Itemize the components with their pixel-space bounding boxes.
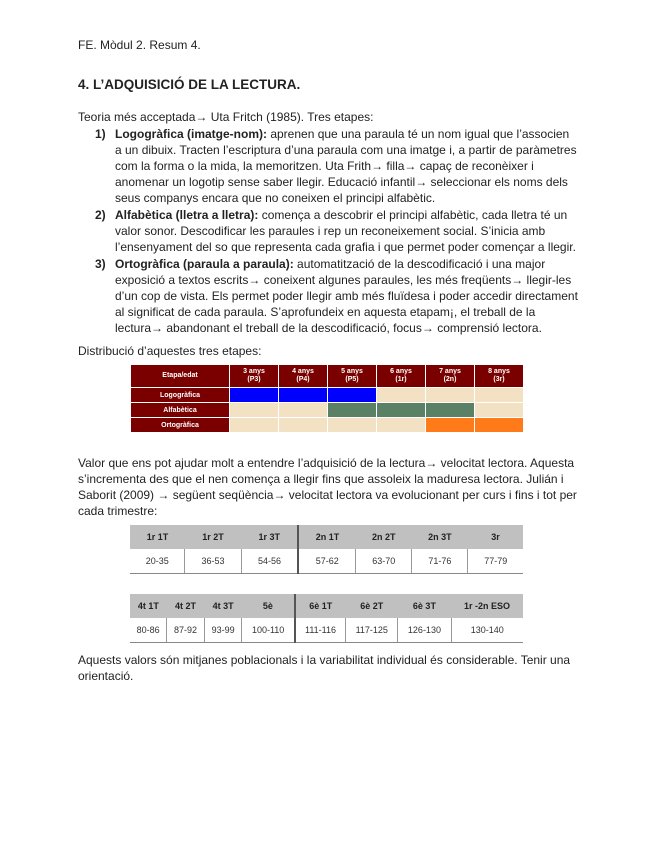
- stage-number: 3): [95, 257, 106, 271]
- stage-number: 1): [95, 127, 106, 141]
- course-label: (P4): [296, 376, 310, 383]
- stage-name: Alfabètica (lletra a lletra):: [115, 208, 259, 222]
- speed-header: 6è 1T: [295, 594, 346, 618]
- stage-cell-orange: [426, 418, 474, 432]
- age-label: 6 anys: [390, 368, 412, 375]
- stage-cell-beige: [377, 418, 425, 432]
- course-label: (P5): [345, 376, 359, 383]
- stage-description: comença a descobrir el principi alfabètic, cada lletra té un valor sonor. Descodificar les paraules i rep un reconeixement social. S’inicia amb l’ensenyament del so que representa cada grafia i que permet poder començar a llegir.: [115, 208, 576, 254]
- speed-header: 5è: [242, 594, 295, 618]
- speed-header: 6è 3T: [398, 594, 451, 618]
- speed-value: 87-92: [167, 618, 205, 642]
- speed-header: 1r 3T: [241, 525, 298, 549]
- final-paragraph: Aquests valors són mitjanes poblacionals i la variabilitat individual és considerable. Tenir una orientació.: [78, 653, 571, 683]
- velocity-paragraph: Valor que ens pot ajudar molt a entendre l’adquisició de la lectura→ velocitat lectora. Aquesta s’incrementa des que el nen comença a llegir fins que assoleix la maduresa lectora. Julián i Saborit (2009) → següent seqüència→ velocitat lectora va evolucionant per curs i fins i tot per cada trimestre:: [78, 456, 577, 518]
- speed-header: 2n 2T: [356, 525, 412, 549]
- stage-cell-beige: [426, 388, 474, 402]
- stage-cell-beige: [230, 403, 278, 417]
- stage-item: [78, 207, 578, 255]
- speed-header: 2n 3T: [412, 525, 468, 549]
- speed-value: 117-125: [346, 618, 398, 642]
- stages-table: [130, 364, 524, 433]
- distribution-label: Distribució d’aquestes tres etapes:: [78, 344, 262, 358]
- stage-description: aprenen que una paraula té un nom igual que l’associen a un dibuix. Tracten l’escriptura d’una paraula com una imatge i, a partir de paràmetres com la forma o la mida, la memoritzen. Uta Frith→ filla→ capaç de reconèixer i anomenar un logotip sense saber llegir. Educació infantil→ seleccionar els noms dels seus companys encara que no coneixen el principi alfabètic.: [115, 127, 577, 205]
- stage-row-label: Alfabètica: [131, 403, 229, 417]
- stage-description: automatització de la descodificació i una major exposició a textos escrits→ coneixent algunes paraules, les més freqüents→ llegir-les d’un cop de vista. Els permet poder llegir amb més fluïdesa i poder accedir directament al significat de cada paraula. S’aprofundeix en aquesta etapam¡, el treball de la lectura→ abandonant el treball de la descodificació, focus→ comprensió lectora.: [115, 257, 578, 335]
- speed-value: 126-130: [398, 618, 451, 642]
- stage-row-label: Ortogràfica: [131, 418, 229, 432]
- speed-header: 1r -2n ESO: [451, 594, 523, 618]
- speed-value: 71-76: [412, 549, 468, 573]
- speed-header: 4t 1T: [130, 594, 167, 618]
- stage-cell-beige: [475, 388, 523, 402]
- speed-value: 54-56: [241, 549, 298, 573]
- stage-cell-beige: [279, 403, 327, 417]
- course-label: (2n): [443, 376, 457, 383]
- age-label: 7 anys: [439, 368, 461, 375]
- speed-value: 20-35: [130, 549, 185, 573]
- speed-value: 111-116: [295, 618, 346, 642]
- stage-cell-beige: [475, 403, 523, 417]
- speed-value: 80-86: [130, 618, 167, 642]
- speed-header: 1r 1T: [130, 525, 185, 549]
- speed-value: 63-70: [356, 549, 412, 573]
- corner-header: Etapa/edat: [131, 365, 229, 387]
- stage-row: [131, 388, 523, 402]
- intro-text: Teoria més acceptada→ Uta Fritch (1985). Tres etapes:: [78, 110, 374, 124]
- speed-header: 2n 1T: [298, 525, 355, 549]
- stage-cell-beige: [377, 388, 425, 402]
- stage-item: [78, 256, 578, 336]
- stage-cell-blue: [279, 388, 327, 402]
- speed-table-2: [130, 594, 523, 643]
- speed-value: 77-79: [468, 549, 523, 573]
- speed-value: 130-140: [451, 618, 523, 642]
- age-header: [426, 365, 474, 387]
- stage-item: [78, 126, 578, 206]
- age-header: [230, 365, 278, 387]
- age-label: 5 anys: [341, 368, 363, 375]
- stage-cell-blue: [328, 388, 376, 402]
- age-header: [279, 365, 327, 387]
- speed-value-row: [130, 549, 523, 573]
- speed-value: 36-53: [185, 549, 241, 573]
- speed-header-row: [130, 594, 523, 618]
- age-header: [328, 365, 376, 387]
- stage-number: 2): [95, 208, 106, 222]
- age-label: 4 anys: [292, 368, 314, 375]
- stage-cell-green: [328, 403, 376, 417]
- age-label: 8 anys: [488, 368, 510, 375]
- course-label: (P3): [247, 376, 261, 383]
- speed-value: 57-62: [298, 549, 355, 573]
- course-label: (3r): [493, 376, 505, 383]
- speed-header: 4t 2T: [167, 594, 205, 618]
- stage-row-label: Logogràfica: [131, 388, 229, 402]
- speed-header: 4t 3T: [204, 594, 242, 618]
- stages-list: [78, 126, 578, 337]
- stage-cell-beige: [328, 418, 376, 432]
- stage-name: Logogràfica (imatge-nom):: [115, 127, 267, 141]
- stage-row: [131, 418, 523, 432]
- speed-header: 6è 2T: [346, 594, 398, 618]
- speed-value-row: [130, 618, 523, 642]
- stage-cell-beige: [230, 418, 278, 432]
- speed-value: 100-110: [242, 618, 295, 642]
- stage-cell-blue: [230, 388, 278, 402]
- speed-header: 1r 2T: [185, 525, 241, 549]
- section-title: 4. L’ADQUISICIÓ DE LA LECTURA.: [78, 77, 301, 92]
- page-header: FE. Mòdul 2. Resum 4.: [78, 38, 201, 52]
- stage-cell-green: [377, 403, 425, 417]
- stages-header-row: [131, 365, 523, 387]
- speed-value: 93-99: [204, 618, 242, 642]
- stage-row: [131, 403, 523, 417]
- age-label: 3 anys: [243, 368, 265, 375]
- stage-cell-beige: [279, 418, 327, 432]
- age-header: [475, 365, 523, 387]
- stage-cell-orange: [475, 418, 523, 432]
- speed-header: 3r: [468, 525, 523, 549]
- stage-name: Ortogràfica (paraula a paraula):: [115, 257, 294, 271]
- speed-table-1: [130, 525, 523, 574]
- stage-cell-green: [426, 403, 474, 417]
- speed-header-row: [130, 525, 523, 549]
- course-label: (1r): [395, 376, 407, 383]
- age-header: [377, 365, 425, 387]
